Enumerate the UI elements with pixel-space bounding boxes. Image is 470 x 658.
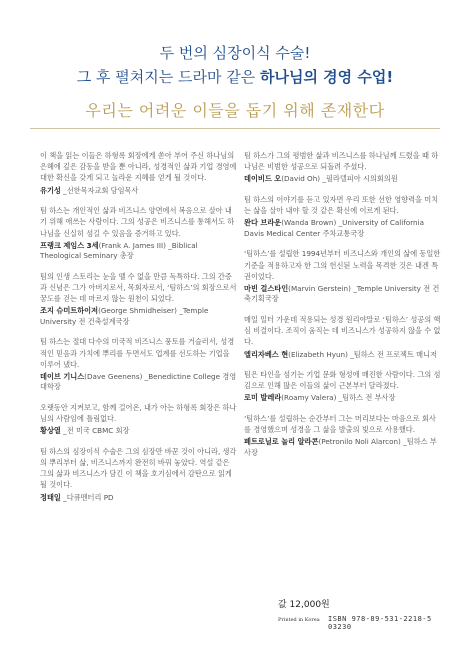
author-name: 데이브 기니스 (40, 371, 85, 381)
endorsement-quote: ‘팀하스’를 설립하는 순간부터 그는 머리보다는 마음으로 회사를 경영했으며 성경을 그 삶을 발출의 빛으로 사용했다. (244, 413, 436, 435)
endorsement-quote: 팀 하스가 그의 평범한 삶과 비즈니스를 하나님께 드렸을 때 하나님은 비범한 성공으로 되돌려 주셨다. (244, 151, 439, 172)
author-name-english: (Roamy Valera) (281, 393, 337, 403)
author-title: _팀하스 부사장 (244, 437, 437, 457)
isbn: ISBN 978-89-531-2218-5 03230 (328, 615, 432, 631)
author-title: _Temple University 전 건축설계국장 (40, 306, 209, 326)
endorsement-author (40, 186, 238, 197)
endorsement-author (40, 306, 238, 327)
endorsement (244, 150, 442, 185)
author-name-english: (Elizabeth Hyun) (288, 349, 348, 359)
author-title: _Benedictine College 경영대학장 (40, 371, 237, 392)
endorsement (244, 314, 442, 360)
endorsement-author (40, 426, 238, 437)
author-name: 프랭크 제임스 3세 (40, 240, 99, 250)
author-name: 마빈 걸스타인 (244, 283, 289, 293)
endorsement-author (40, 493, 238, 504)
author-name: 황상열 (40, 426, 61, 436)
endorsement (40, 446, 238, 503)
author-name: 조지 슈미트하이저 (40, 306, 99, 316)
isbn-row (278, 615, 448, 629)
endorsement-author (244, 393, 442, 404)
endorsement (40, 150, 238, 196)
author-name: 완다 브라운 (244, 218, 282, 228)
endorsement-author (244, 437, 442, 458)
author-name-english: (Petronilo Noli Alarcon) (318, 437, 401, 447)
author-name: 정태일 (40, 492, 61, 502)
endorsement-quote: 팀 하스의 심장이식 수술은 그의 심장만 바꾼 것이 아니라, 생각의 뿌리부터 삶, 비즈니스까지 완전히 바꿔 놓았다. 역설 같은 그의 삶과 비즈니스가 담긴 이 책을 호기심에서 감탄으로 읽게 될 것이다. (40, 446, 237, 490)
author-title: _선한목자교회 담임목사 (60, 185, 139, 195)
endorsement-author (244, 218, 442, 239)
endorsement (244, 369, 442, 404)
author-name-english: (David Oh) (281, 174, 321, 184)
endorsement-quote: ‘팀하스’를 설립한 1994년부터 비즈니스와 개인의 삶에 동일한 기준을 적용하고자 한 그의 헌신된 노력을 목격한 것은 내겐 특권이었다. (244, 249, 441, 281)
author-name-english: (Marvin Gerstein) (288, 283, 351, 293)
author-title: _팀하스 전 프로젝트 매니저 (347, 349, 438, 359)
endorsement (244, 194, 442, 239)
endorsement-quote: 팀은 타인을 섬기는 기업 문화 형성에 매진한 사람이다. 그의 섬김으로 인해 많은 이들의 삶이 근본부터 달라졌다. (244, 370, 441, 391)
endorsement-author (244, 350, 442, 361)
author-title: _Biblical Theological Seminary 총장 (40, 240, 198, 261)
endorsement-quote: 팀 하스는 개인적인 삶과 비즈니스 양면에서 복음으로 살아 내기 위해 애쓰는 사람이다. 그의 성공은 비즈니스를 통해서도 하나님을 신실히 섬길 수 있음을 증거하고 있다. (40, 206, 235, 238)
endorsement-quote: 팀 하스는 절대 다수의 미국적 비즈니스 풍토를 거슬러서, 성경적인 믿음과 가치에 뿌리를 두면서도 업계를 선도하는 기업을 이루어 냈다. (40, 337, 235, 369)
endorsement-author (40, 241, 238, 262)
endorsement (244, 413, 442, 458)
endorsement-author (244, 174, 442, 185)
printed-in-korea: Printed in Korea (278, 617, 320, 623)
divider (30, 128, 440, 129)
headline-line-2 (0, 66, 470, 87)
endorsements-left-column (40, 150, 238, 512)
endorsement-quote: 팀의 인생 스토리는 눈을 뗄 수 없을 만큼 독특하다. 그의 간증과 신념은 그가 아버지로서, 목회자로서, ‘팀하스’의 회장으로서 꿈도를 걷는 데 마르지 않는 원천이 되었다. (40, 271, 237, 304)
author-title: _전 미국 CBMC 회장 (60, 426, 130, 436)
headline-line-2-lead: 그 후 펼쳐지는 드라마 같은 (76, 68, 260, 86)
author-title: _Temple University 전 건축기획국장 (244, 283, 440, 304)
author-name: 페트로닐로 놀리 알라콘 (244, 437, 319, 447)
endorsement-quote: 팀 하스의 이야기를 듣고 있자면 우리 또한 선한 영향력을 미치는 삶을 살아 내야 할 것 같은 확신에 이르게 된다. (244, 194, 439, 216)
endorsement (40, 402, 238, 437)
author-name-english: (Dave Geenens) (84, 371, 143, 381)
headline-line-2-emphasis: 하나님의 경영 수업! (260, 68, 394, 86)
author-name: 엘리자베스 현 (244, 349, 289, 359)
author-name-english: (Wanda Brown) (281, 218, 337, 228)
endorsement (40, 205, 238, 262)
endorsement-quote: 오랫동안 지켜보고, 함께 걸어온, 내가 아는 하형록 회장은 하나님의 사람임에 틀림없다. (40, 402, 237, 424)
endorsement (40, 271, 238, 328)
endorsement (244, 248, 442, 305)
author-name-english: (George Shmidheiser) (98, 306, 177, 316)
endorsement-author (40, 372, 238, 393)
author-title: _다큐멘터리 PD (60, 492, 114, 502)
author-name-english: (Frank A. James III) (98, 240, 166, 250)
endorsement (40, 336, 238, 393)
author-name: 로미 발레라 (244, 393, 282, 403)
endorsement-author (244, 284, 442, 305)
author-title: _University of California Davis Medical Center 주차교통국장 (244, 218, 425, 238)
tagline: 우리는 어려운 이들을 돕기 위해 존재한다 (85, 101, 385, 120)
endorsement-quote: 이 책을 읽는 이들은 하형록 회장에게 쏟아 부어 주신 하나님의 은혜에 깊은 감동을 받을 뿐 아니라, 성경적인 삶과 기업 경영에 대한 확신을 갖게 되고 놀라운 지혜를 얻게 될 것이다. (40, 151, 237, 183)
price: 값 12,000원 (278, 600, 330, 610)
author-name: 데이비드 오 (244, 174, 282, 184)
endorsements-right-column (244, 150, 442, 467)
author-title: _필라델피아 시의회의원 (320, 174, 398, 184)
endorsement-quote: 매일 일터 가운데 적용되는 성경 원리야말로 ‘팀하스’ 성공의 핵심 비결이다. 조직이 움직는 데 비즈니스가 성공하지 않을 수 없다. (244, 314, 441, 347)
headline-line-1: 두 번의 심장이식 수술! (159, 44, 311, 62)
author-name: 유기성 (40, 185, 61, 195)
author-title: _팀하스 전 부사장 (336, 393, 396, 403)
